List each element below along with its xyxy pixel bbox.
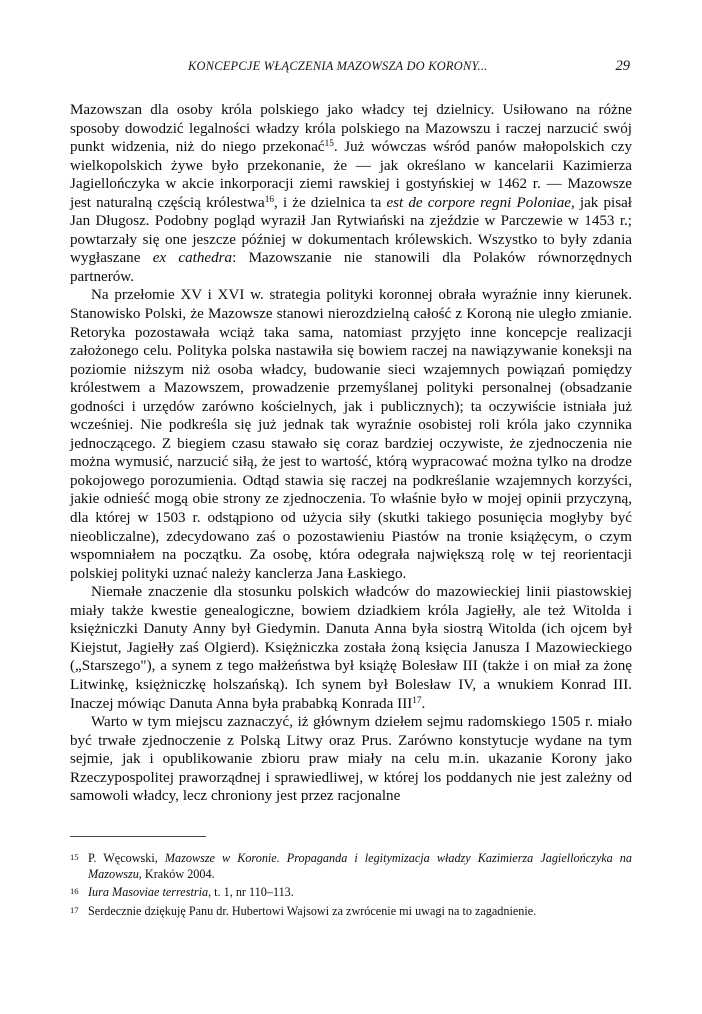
paragraph: Mazowszan dla osoby króla polskiego jako władcy tej dzielnicy. Usiłowano na różne sposoby dowodzić legalności władzy króla polskiego na Mazowszu i raczej narzucić swój punkt widzenia, niż do niego przekonać$^{15}$. Już wówczas wśród panów małopolskich czy wielkopolskich żywe było przekonanie, że — jak określano w kancelarii Kazimierza Jagiellończyka w akcie inkorporacji ziemi rawskiej i gostyńskiej w 1462 r. — Mazowsze jest naturalną częścią królestwa$^{16}$, i że dzielnica ta est de corpore regni Poloniae, jak pisał Jan Długosz. Podobny pogląd wyraził Jan Rytwiański na zjeździe w Parczewie w 1453 r.; powtarzały się one jeszcze później w dokumentach królewskich. Wszystko to były zdania wygłaszane ex cathedra: Mazowszanie nie stanowili dla Polaków równorzędnych partnerów. [70, 102, 632, 285]
footnote-reference: 17 [412, 695, 422, 706]
footnote [70, 885, 632, 901]
footnote-marker: 16 [70, 886, 79, 897]
page-number: 29 [615, 58, 630, 74]
footnote-block [70, 836, 632, 923]
footnote-marker: 15 [70, 852, 79, 862]
footnote-text: , Kraków 2004. [138, 866, 215, 881]
footnote-reference: 15 [324, 139, 334, 150]
running-head [70, 58, 632, 78]
footnote-text: , t. 1, nr 110–113. [208, 885, 294, 900]
footnote [70, 851, 632, 882]
running-head-title: KONCEPCJE WŁĄCZENIA MAZOWSZA DO KORONY... [188, 59, 488, 73]
paragraph: Warto w tym miejscu zaznaczyć, iż głównym dziełem sejmu radomskiego 1505 r. miało być trwałe zjednoczenie z Polską Litwy oraz Prus. Zarówno konstytucje wydane na tym sejmie, jak i opublikowanie zbioru praw miały na celu m.in. ukazanie Korony jako Rzeczypospolitej praworządnej i sprawiedliwej, w której los poddanych nie jest zależny od samowoli władcy, lecz chroniony jest przez racjonalne [70, 714, 632, 805]
footnote-separator-rule [70, 836, 206, 837]
footnote-title-italic: Mazowsze w Koronie. Propaganda i legitymizacja władzy Kazimierza Jagiellończyka na Mazowszu [88, 851, 632, 881]
footnote-text: Serdecznie dziękuję Panu dr. Hubertowi Wajsowi za zwrócenie mi uwagi na to zagadnienie. [88, 904, 537, 919]
paragraph: Na przełomie XV i XVI w. strategia polityki koronnej obrała wyraźnie inny kierunek. Stanowisko Polski, że Mazowsze stanowi nierozdzielną całość z Koroną nie uległo zmianie. Retoryka pozostawała wciąż taka sama, natomiast przyjęto inne koncepcje realizacji założonego celu. Polityka polska nastawiła się bowiem raczej na nawiązywanie koneksji na poziomie niższym niż osoba władcy, budowanie sieci wzajemnych powiązań pomiędzy królestwem a Mazowszem, prowadzenie przemyślanej polityki personalnej (obsadzanie godności i urzędów zarówno kościelnych, jak i publicznych); ta oczywiście istniała już wcześniej. Nie podkreśla się już jednak tak wyraźnie osobistej roli króla jako czynnika jednoczącego. Z biegiem czasu stawało się coraz bardziej oczywiste, że zjednoczenia nie można wymusić, narzucić siłą, że jest to wartość, którą wypracować można tylko na drodze pokojowego porozumienia. Odtąd stawia się raczej na podkreślanie wzajemnych korzyści, jakie odnieść mogą obie strony ze zjednoczenia. To właśnie było w mojej opinii przyczyną, dla której w 1503 r. odstąpiono od użycia siły (skutki takiego posunięcia mogłyby być nieobliczalne), zdecydowano zaś o pozostawieniu Piastów na tronie książęcym, o czym wspomniałem na początku. Za osobę, która odegrała największą rolę w tej reorientacji polskiej polityki uznać należy kanclerza Jana Łaskiego. [70, 287, 632, 582]
footnote-marker: 17 [70, 905, 79, 916]
footnote-text: P. Węcowski, [88, 851, 165, 865]
footnote-reference: 16 [264, 194, 275, 205]
footnote-title-italic: Iura Masoviae terrestria [88, 885, 209, 900]
paragraph: Niemałe znaczenie dla stosunku polskich władców do mazowieckiej linii piastowskiej miały także kwestie genealogiczne, bowiem dziadkiem króla Jagiełły, ale też Witolda i księżniczki Danuty Anny był Giedymin. Danuta Anna była siostrą Witolda (ich ojcem był Kiejstut, Jagiełły zaś Olgierd). Księżniczka została żoną księcia Janusza I Mazowieckiego („Starszego"), a synem z tego małżeństwa był książę Bolesław III (także i on miał za żonę Litwinkę, księżniczkę holszańską). Ich synem był Bolesław IV, a wnukiem Konrad III. Inaczej mówiąc Danuta Anna była prababką Konrada III$^{17}$. [70, 584, 632, 712]
body-text [70, 101, 632, 806]
footnote [70, 904, 632, 920]
italic-phrase: est de corpore regni Poloniae [386, 194, 571, 211]
italic-phrase: ex cathedra [152, 250, 233, 267]
